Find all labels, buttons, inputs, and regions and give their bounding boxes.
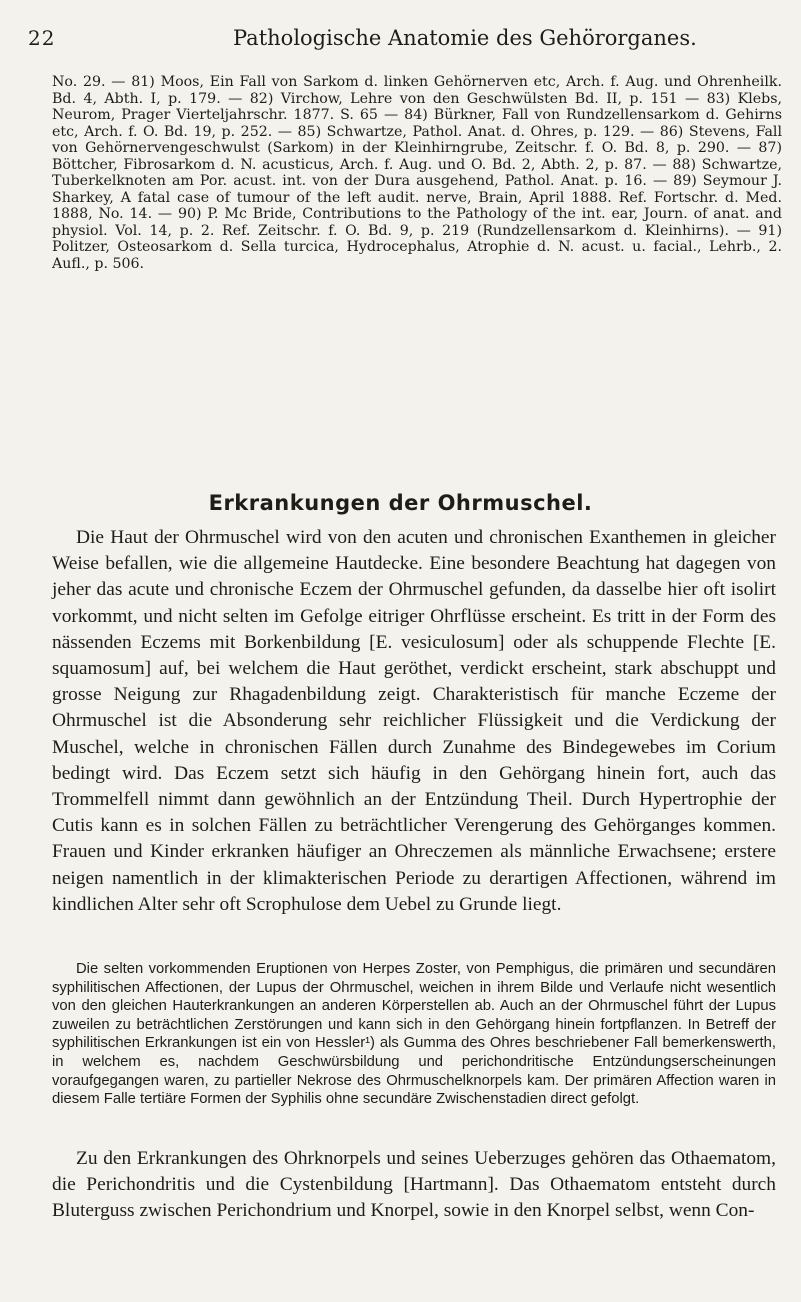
page-header xyxy=(28,26,788,56)
paragraph-text: Zu den Erkrankungen des Ohrknorpels und seines Ueberzuges gehören das Othaematom, die Perichondritis und die Cystenbildung [Hartmann]. Das Othaematom entsteht durch Bluterguss zwischen Perichondrium und Knorpel, sowie in den Knorpel selbst, wenn Con- xyxy=(52,1148,776,1222)
paragraph-text: Die Haut der Ohrmuschel wird von den acuten und chronischen Exanthemen in gleicher Weise befallen, wie die allgemeine Hautdecke. Eine besondere Beachtung hat dagegen von jeher das acute und chronische Eczem der Ohrmuschel gefunden, da dasselbe hier oft isolirt vorkommt, und nicht selten im Gefolge eitriger Ohrflüsse erscheint. Es tritt in der Form des nässenden Eczems mit Borkenbildung [E. vesiculosum] oder als schuppende Flechte [E. squamosum] auf, bei welchem die Haut geröthet, verdickt erscheint, stark abschuppt und grosse Neigung zur Rhagadenbildung zeigt. Charakteristisch für manche Eczeme der Ohrmuschel ist die Absonderung sehr reichlicher Flüssigkeit und die Verdickung der Muschel, welche in chronischen Fällen durch Zunahme des Bindegewebes im Corium bedingt wird. Das Eczem setzt sich häufig in den Gehörgang hinein fort, auch das Trommelfell nimmt dann gewöhnlich an der Entzündung Theil. Durch Hypertrophie der Cutis kann es in solchen Fällen zu beträchtlicher Verengerung des Gehörganges kommen. Frauen und Kinder erkranken häufiger an Ohreczemen als männliche Erwachsene; erstere neigen namentlich in der klimakterischen Periode zu derartigen Affectionen, während im kindlichen Alter sehr oft Scrophulose dem Uebel zu Grunde liegt. xyxy=(52,527,776,915)
running-head: Pathologische Anatomie des Gehörorganes. xyxy=(233,26,697,50)
section-title: Erkrankungen der Ohrmuschel. xyxy=(208,491,593,515)
small-print-note xyxy=(52,960,776,1109)
body-paragraph-eczema xyxy=(52,525,776,918)
reference-list: No. 29. — 81) Moos, Ein Fall von Sarkom d. linken Gehörnerven etc, Arch. f. Aug. und Ohrenheilk. Bd. 4, Abth. I, p. 179. — 82) Virchow, Lehre von den Geschwülsten Bd. II, p. 151 — 83) Klebs, Neurom, Prager Vierteljahrschr. 1877. S. 65 — 84) Bürkner, Fall von Rundzellensarkom d. Gehirns etc, Arch. f. O. Bd. 19, p. 252. — 85) Schwartze, Pathol. Anat. d. Ohres, p. 129. — 86) Stevens, Fall von Gehörnervengeschwulst (Sarkom) in der Kleinhirngrube, Zeitschr. f. O. Bd. 8, p. 290. — 87) Böttcher, Fibrosarkom d. N. acusticus, Arch. f. Aug. und O. Bd. 2, Abth. 2, p. 87. — 88) Schwartze, Tuberkelknoten am Por. acust. int. von der Dura ausgehend, Pathol. Anat. p. 16. — 89) Seymour J. Sharkey, A fatal case of tumour of the left audit. nerve, Brain, April 1888. Ref. Fortschr. d. Med. 1888, No. 14. — 90) P. Mc Bride, Contributions to the Pathology of the int. ear, Journ. of anat. and physiol. Vol. 14, p. 2. Ref. Zeitschr. f. O. Bd. 9, p. 219 (Rundzellensarkom d. Kleinhirns). — 91) Politzer, Osteosarkom d. Sella turcica, Hydrocephalus, Atrophie d. N. acust. u. facial., Lehrb., 2. Aufl., p. 506. xyxy=(52,74,782,272)
body-paragraph-cartilage xyxy=(52,1146,776,1225)
page-number: 22 xyxy=(28,26,56,50)
note-text: Die selten vorkommenden Eruptionen von Herpes Zoster, von Pemphigus, die primären und secundären syphilitischen Affectionen, der Lupus der Ohrmuschel, weichen in ihrem Bilde und Verlaufe nicht wesentlich von den gleichen Hauterkrankungen an anderen Körperstellen ab. Auch an der Ohrmuschel führt der Lupus zuweilen zu beträchtlichen Zerstörungen und kann sich in den Gehörgang hinein fortpflanzen. In Betreff der syphilitischen Erkrankungen ist ein von Hessler¹) als Gumma des Ohres beschriebener Fall bemerkenswerth, in welchem es, nachdem Geschwürsbildung und perichondritische Entzündungserscheinungen voraufgegangen waren, zu partieller Nekrose des Ohrmuschelknorpels kam. Der primären Affection waren in diesem Falle tertiäre Formen der Syphilis ohne secundäre Zwischenstadien direct gefolgt. xyxy=(52,961,776,1108)
